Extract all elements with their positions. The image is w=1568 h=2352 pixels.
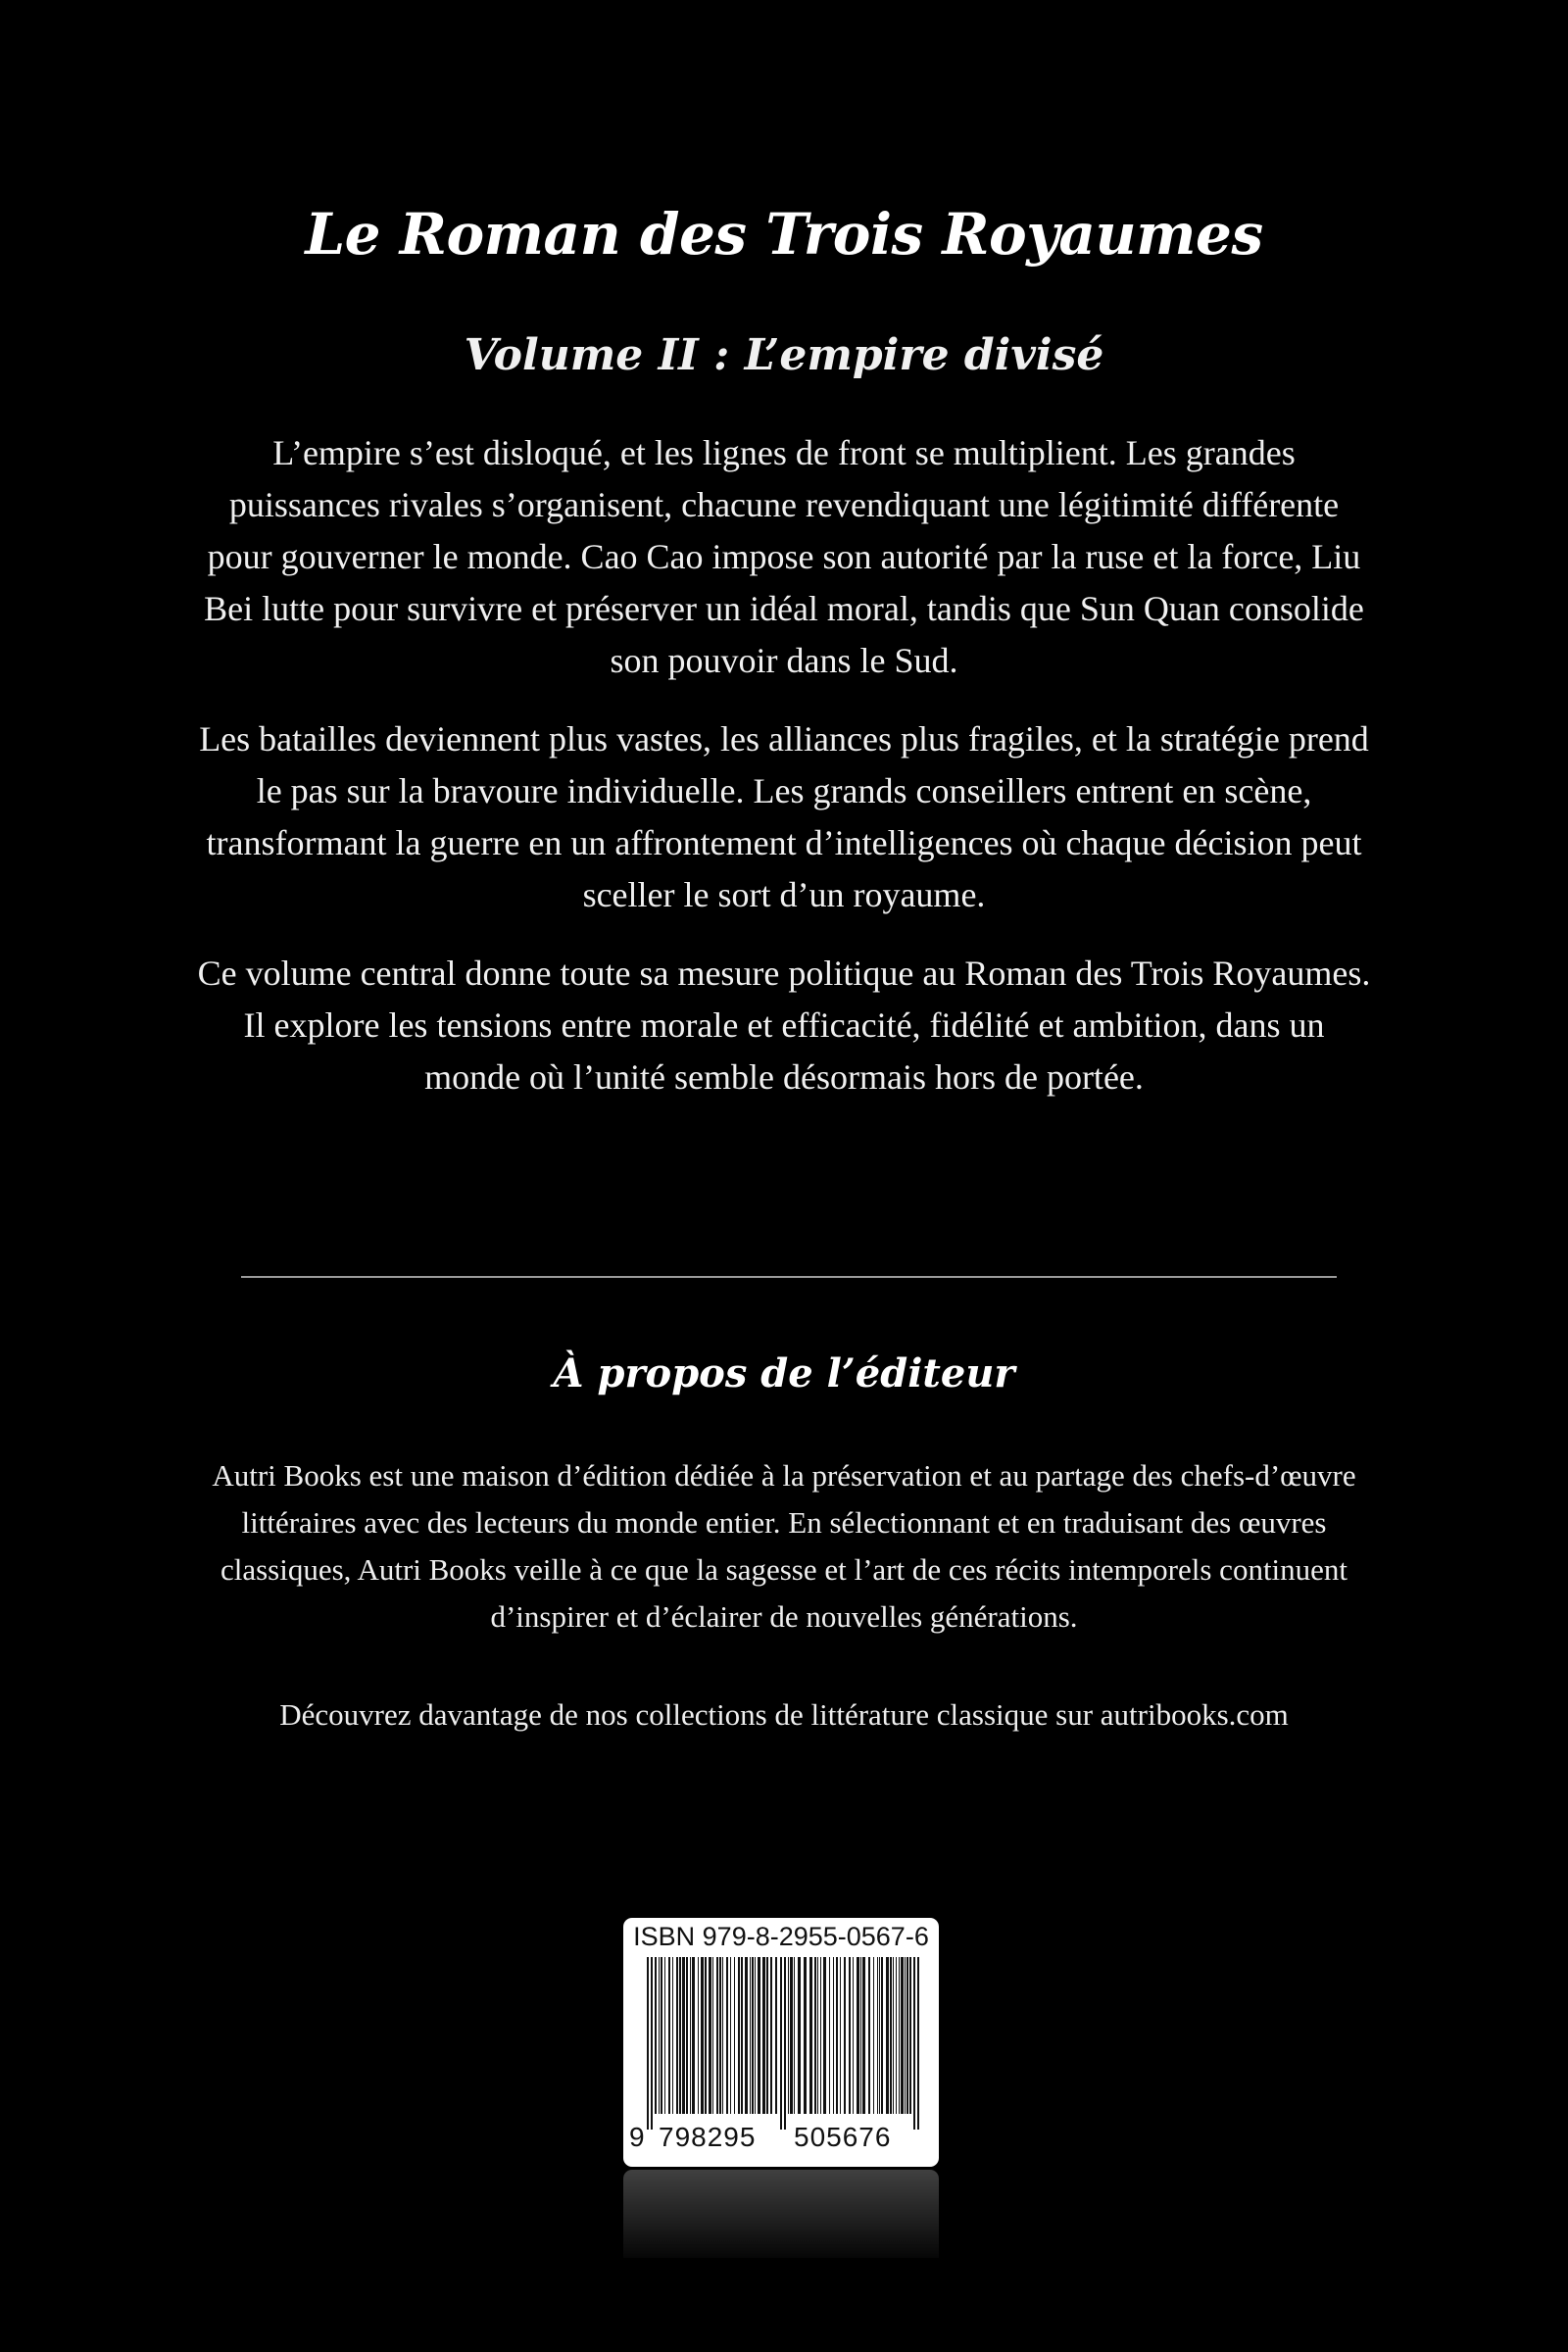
barcode-bar: [862, 1957, 865, 2114]
barcode-bar: [844, 1957, 846, 2114]
barcode-bar: [901, 1957, 904, 2114]
publisher-cta: Découvrez davantage de nos collections de littérature classique sur autribooks.com: [279, 1697, 1289, 1732]
publisher-section: [196, 1452, 1372, 1789]
barcode-guard-bar: [913, 1957, 915, 2130]
barcode-bar: [840, 1957, 841, 2114]
barcode-bar: [890, 1957, 892, 2114]
barcode-bar: [788, 1957, 789, 2114]
barcode-guard-bar: [647, 1957, 649, 2130]
blurb-paragraph-1: L’empire s’est disloqué, et les lignes de front se multiplient. Les grandes puissances rivales s’organisent, chacune revendiquant une légitimité différente pour gouverner le monde. Cao Cao impose son autorité par la ruse et la force, Liu Bei lutte pour survivre et préserver un idéal moral, tandis que Sun Quan consolide son pouvoir dans le Sud.: [204, 433, 1364, 680]
barcode-bar: [701, 1957, 704, 2114]
barcode-bar: [750, 1957, 751, 2114]
barcode-bar: [798, 1957, 801, 2114]
barcode-bar: [857, 1957, 859, 2114]
barcode-bar: [712, 1957, 713, 2114]
barcode-bar: [686, 1957, 688, 2114]
section-divider: [241, 1276, 1337, 1278]
barcode-bar: [814, 1957, 816, 2114]
barcode-bar: [794, 1957, 795, 2114]
barcode-guard-bar: [784, 1957, 786, 2130]
barcode-bar: [909, 1957, 911, 2114]
barcode-bar: [726, 1957, 728, 2114]
blurb-paragraph-2: Les batailles deviennent plus vastes, les alliances plus fragiles, et la stratégie prend le pas sur la bravoure individuelle. Les grands conseillers entrent en scène, transformant la guerre en un affrontement d’intelligences où chaque décision peut sceller le sort d’un royaume.: [199, 719, 1369, 914]
barcode-bar: [868, 1957, 870, 2114]
barcode-bar: [877, 1957, 878, 2114]
barcode-bar: [705, 1957, 707, 2114]
barcode-bar: [853, 1957, 854, 2114]
barcode-bar: [836, 1957, 838, 2114]
barcode-bar: [775, 1957, 777, 2114]
barcode-bars: [633, 1957, 929, 2130]
barcode-bar: [709, 1957, 711, 2114]
publisher-heading: À propos de l’éditeur: [553, 1350, 1015, 1396]
barcode-bar: [668, 1957, 670, 2114]
barcode-guard-bar: [651, 1957, 653, 2130]
isbn-barcode: [623, 1918, 939, 2167]
barcode-digits-right: 505676: [794, 2122, 892, 2152]
barcode-bar: [849, 1957, 851, 2114]
barcode-bar: [790, 1957, 793, 2114]
barcode-bar: [896, 1957, 897, 2114]
barcode-reflection: [623, 2170, 939, 2258]
barcode-bar: [823, 1957, 826, 2114]
barcode-bar: [692, 1957, 695, 2114]
barcode-bar: [899, 1957, 900, 2114]
barcode-bar: [698, 1957, 699, 2114]
volume-subtitle: Volume II : L’empire divisé: [464, 330, 1104, 380]
barcode-bar: [881, 1957, 883, 2114]
barcode-digits-left: 798295: [659, 2122, 757, 2152]
barcode-bar: [804, 1957, 807, 2114]
barcode-bar: [886, 1957, 889, 2114]
barcode-bar: [690, 1957, 691, 2114]
barcode-digit-first: 9: [629, 2122, 645, 2152]
barcode-bar: [661, 1957, 662, 2114]
barcode-bar: [820, 1957, 821, 2114]
barcode-bar: [906, 1957, 908, 2114]
barcode-bar: [676, 1957, 678, 2114]
barcode-bar: [682, 1957, 685, 2114]
barcode-bar: [755, 1957, 756, 2114]
book-blurb: [196, 427, 1372, 1130]
barcode-bar: [679, 1957, 681, 2114]
barcode-bar: [762, 1957, 765, 2114]
barcode-bar: [659, 1957, 660, 2114]
barcode-bar: [879, 1957, 880, 2114]
barcode-bar: [905, 1957, 906, 2114]
publisher-description: Autri Books est une maison d’édition dédiée à la préservation et au partage des chefs-d’œuvre littéraires avec des lecteurs du monde entier. En sélectionnant et en traduisant des œuvres classiques, Autri Books veille à ce que la sagesse et l’art de ces récits intemporels continuent d’inspirer et d’éclairer de nouvelles générations.: [212, 1458, 1356, 1634]
barcode-bar: [893, 1957, 894, 2114]
barcode-bar: [745, 1957, 748, 2114]
barcode-bar: [809, 1957, 812, 2114]
barcode-bar: [766, 1957, 768, 2114]
blurb-paragraph-3: Ce volume central donne toute sa mesure politique au Roman des Trois Royaumes. Il explore les tensions entre morale et efficacité, fidélité et ambition, dans un monde où l’unité semble désormais hors de portée.: [197, 954, 1371, 1097]
barcode-guard-bar: [917, 1957, 919, 2130]
barcode-bar: [752, 1957, 754, 2114]
barcode-bar: [672, 1957, 673, 2114]
barcode-bar: [829, 1957, 830, 2114]
barcode-bar: [770, 1957, 772, 2114]
barcode-bar: [719, 1957, 721, 2114]
barcode-bar: [664, 1957, 665, 2114]
barcode-bar: [741, 1957, 743, 2114]
barcode-bar: [860, 1957, 861, 2114]
barcode-bar: [738, 1957, 740, 2114]
barcode-guard-bar: [780, 1957, 782, 2130]
barcode-bar: [655, 1957, 657, 2114]
barcode-bar: [734, 1957, 735, 2114]
book-title: Le Roman des Trois Royaumes: [305, 201, 1263, 268]
barcode-bar: [758, 1957, 760, 2114]
barcode-bar: [833, 1957, 834, 2114]
barcode-bar: [817, 1957, 818, 2114]
barcode-bar: [716, 1957, 718, 2114]
isbn-label: ISBN 979-8-2955-0567-6: [633, 1922, 929, 1951]
barcode-bar: [873, 1957, 874, 2114]
barcode-bar: [722, 1957, 723, 2114]
barcode-bar: [730, 1957, 731, 2114]
